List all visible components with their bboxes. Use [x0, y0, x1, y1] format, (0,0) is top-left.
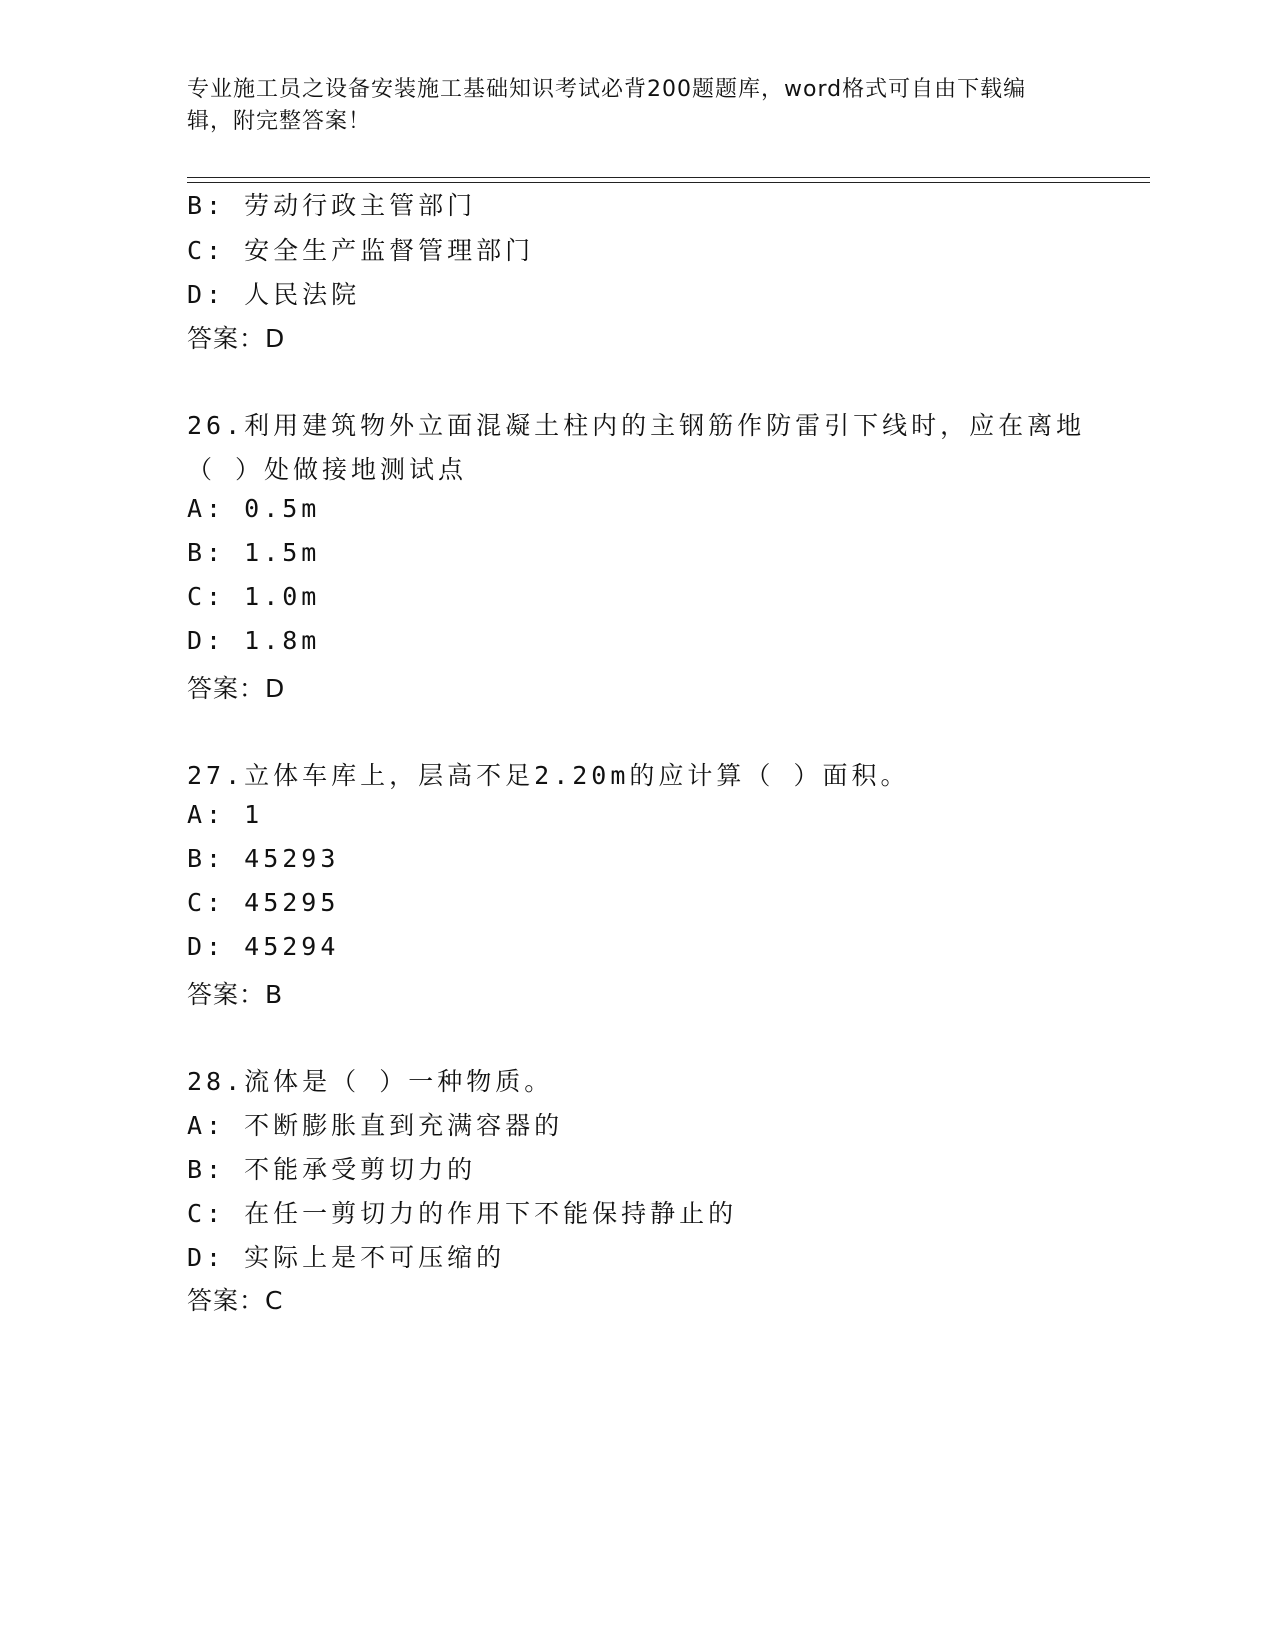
- document-header: 专业施工员之设备安装施工基础知识考试必背200题题库，word格式可自由下载编辑，附完整答案！: [187, 77, 1027, 134]
- question-27-stem: 27.立体车库上，层高不足2.20m的应计算（ ）面积。: [187, 761, 910, 790]
- option-c: C: 安全生产监督管理部门: [187, 236, 535, 265]
- answer: 答案：D: [187, 324, 286, 353]
- option-d: D: 实际上是不可压缩的: [187, 1243, 506, 1272]
- option-a: A: 不断膨胀直到充满容器的: [187, 1111, 564, 1140]
- answer: 答案：C: [187, 1286, 284, 1315]
- option-b: B: 劳动行政主管部门: [187, 191, 477, 220]
- option-d: D: 45294: [187, 932, 340, 961]
- option-a: A: 1: [187, 800, 264, 829]
- question-26-stem-continued: （ ）处做接地测试点: [187, 455, 468, 484]
- option-c: C: 在任一剪切力的作用下不能保持静止的: [187, 1199, 738, 1228]
- answer: 答案：D: [187, 674, 286, 703]
- option-b: B: 1.5m: [187, 538, 321, 567]
- option-c: C: 45295: [187, 888, 340, 917]
- option-c: C: 1.0m: [187, 582, 321, 611]
- answer: 答案：B: [187, 980, 284, 1009]
- option-b: B: 不能承受剪切力的: [187, 1155, 477, 1184]
- question-26-stem: 26.利用建筑物外立面混凝土柱内的主钢筋作防雷引下线时，应在离地: [187, 411, 1086, 440]
- option-a: A: 0.5m: [187, 494, 321, 523]
- header-divider-top: [187, 177, 1150, 178]
- header-divider-bottom: [187, 182, 1150, 183]
- option-b: B: 45293: [187, 844, 340, 873]
- question-28-stem: 28.流体是（ ）一种物质。: [187, 1067, 554, 1096]
- option-d: D: 人民法院: [187, 280, 361, 309]
- option-d: D: 1.8m: [187, 626, 321, 655]
